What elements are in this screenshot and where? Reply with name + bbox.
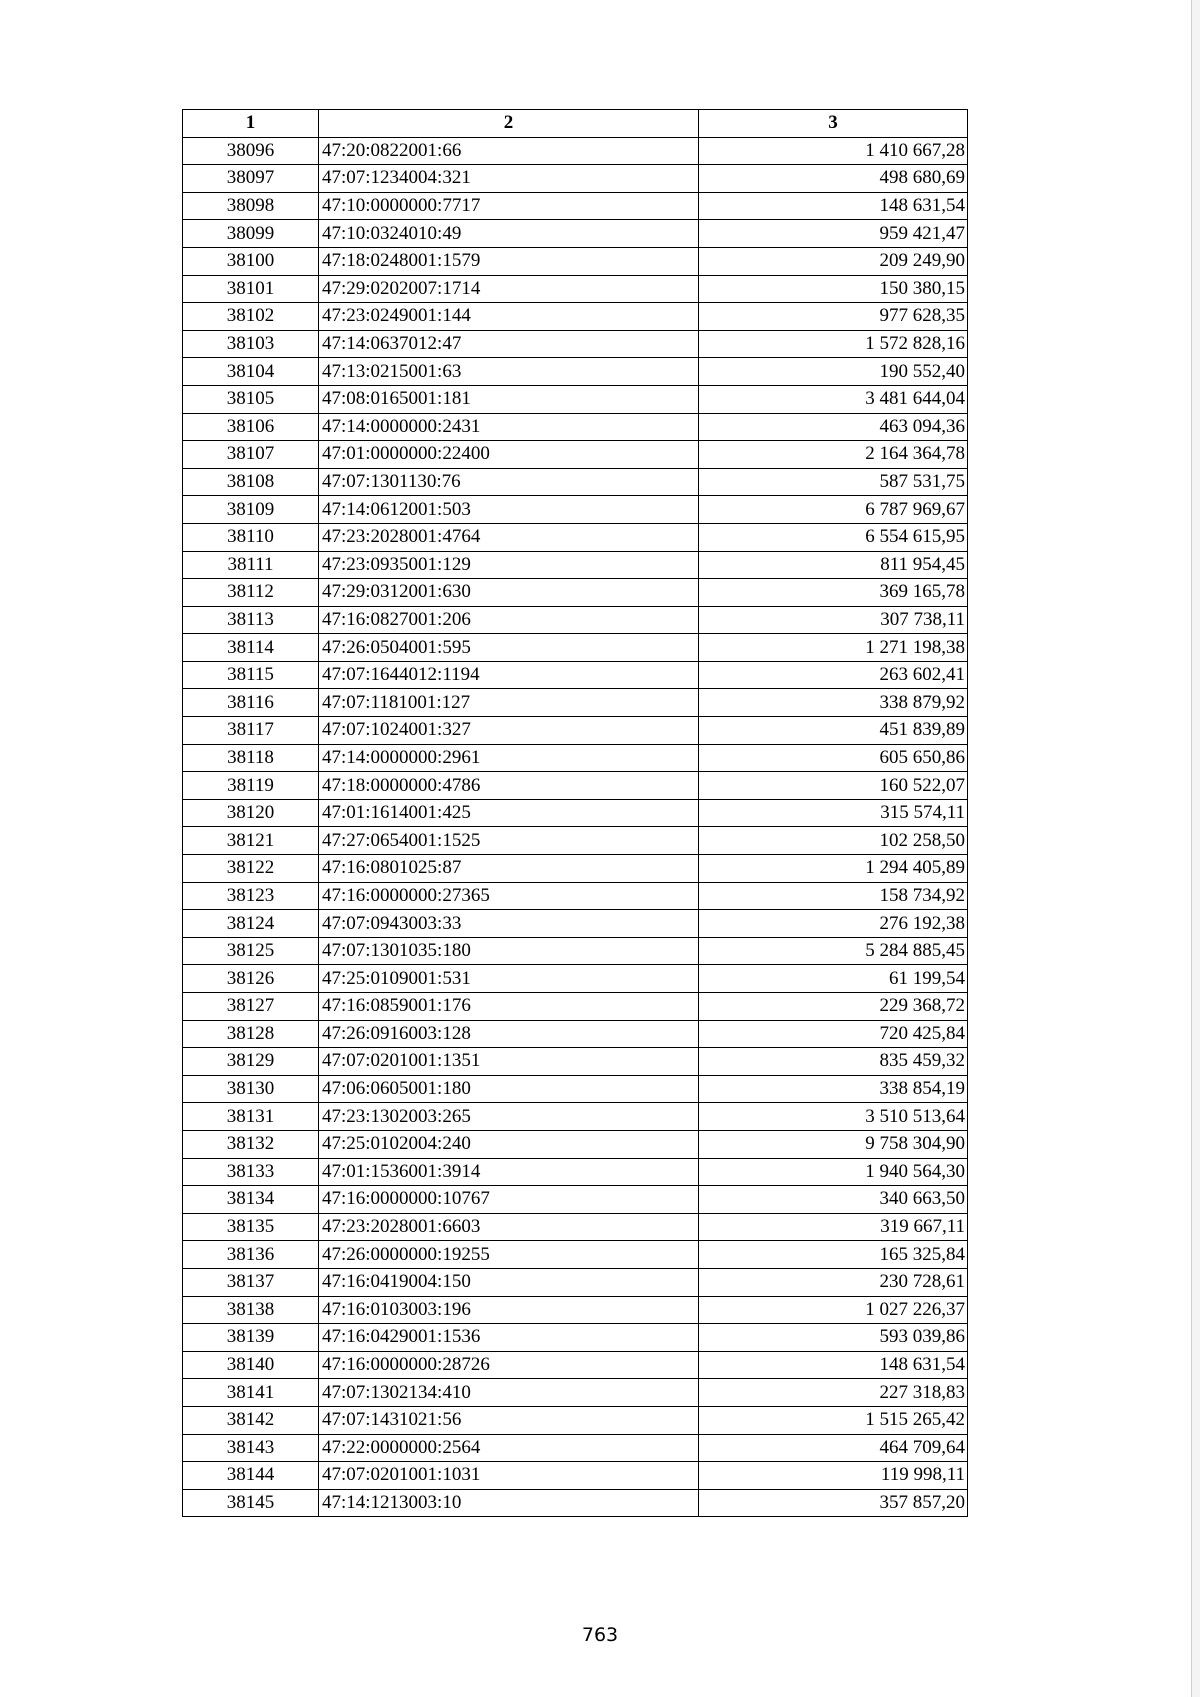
cadastral-number-cell: 47:16:0000000:28726 [319,1351,699,1379]
table-row [183,993,968,1021]
row-number-cell: 38144 [183,1462,319,1490]
row-number-cell: 38109 [183,496,319,524]
table-row [183,717,968,745]
row-number-cell: 38114 [183,634,319,662]
table-row [183,1213,968,1241]
value-cell: 593 039,86 [699,1324,968,1352]
table-row [183,165,968,193]
row-number-cell: 38142 [183,1406,319,1434]
value-cell: 835 459,32 [699,1048,968,1076]
row-number-cell: 38104 [183,358,319,386]
row-number-cell: 38138 [183,1296,319,1324]
value-cell: 150 380,15 [699,275,968,303]
value-cell: 319 667,11 [699,1213,968,1241]
row-number-cell: 38113 [183,606,319,634]
row-number-cell: 38116 [183,689,319,717]
row-number-cell: 38126 [183,965,319,993]
cadastral-number-cell: 47:01:0000000:22400 [319,441,699,469]
table-row [183,330,968,358]
value-cell: 190 552,40 [699,358,968,386]
page-edge [1191,0,1200,1697]
row-number-cell: 38129 [183,1048,319,1076]
value-cell: 148 631,54 [699,1351,968,1379]
row-number-cell: 38097 [183,165,319,193]
row-number-cell: 38136 [183,1241,319,1269]
cadastral-number-cell: 47:18:0248001:1579 [319,247,699,275]
cadastral-number-cell: 47:14:0612001:503 [319,496,699,524]
row-number-cell: 38106 [183,413,319,441]
table-row [183,413,968,441]
cadastral-number-cell: 47:23:2028001:4764 [319,523,699,551]
cadastral-number-cell: 47:25:0109001:531 [319,965,699,993]
value-cell: 9 758 304,90 [699,1130,968,1158]
value-cell: 2 164 364,78 [699,441,968,469]
value-cell: 148 631,54 [699,192,968,220]
table-row [183,220,968,248]
row-number-cell: 38141 [183,1379,319,1407]
cadastral-number-cell: 47:06:0605001:180 [319,1075,699,1103]
value-cell: 1 572 828,16 [699,330,968,358]
row-number-cell: 38096 [183,137,319,165]
row-number-cell: 38105 [183,385,319,413]
row-number-cell: 38128 [183,1020,319,1048]
value-cell: 587 531,75 [699,468,968,496]
cadastral-number-cell: 47:23:1302003:265 [319,1103,699,1131]
row-number-cell: 38139 [183,1324,319,1352]
value-cell: 315 574,11 [699,799,968,827]
table-row [183,468,968,496]
value-cell: 6 787 969,67 [699,496,968,524]
table-body [183,137,968,1517]
cadastral-number-cell: 47:16:0000000:27365 [319,882,699,910]
value-cell: 165 325,84 [699,1241,968,1269]
row-number-cell: 38125 [183,937,319,965]
table-row [183,1020,968,1048]
table-row [183,634,968,662]
value-cell: 369 165,78 [699,579,968,607]
cadastral-number-cell: 47:07:1301035:180 [319,937,699,965]
row-number-cell: 38143 [183,1434,319,1462]
cadastral-number-cell: 47:07:1301130:76 [319,468,699,496]
value-cell: 464 709,64 [699,1434,968,1462]
row-number-cell: 38140 [183,1351,319,1379]
table-row [183,882,968,910]
cadastral-number-cell: 47:14:0000000:2961 [319,744,699,772]
table-row [183,799,968,827]
value-cell: 338 879,92 [699,689,968,717]
table-row [183,358,968,386]
row-number-cell: 38098 [183,192,319,220]
cadastral-number-cell: 47:18:0000000:4786 [319,772,699,800]
value-cell: 338 854,19 [699,1075,968,1103]
value-cell: 229 368,72 [699,993,968,1021]
value-cell: 230 728,61 [699,1268,968,1296]
value-cell: 1 940 564,30 [699,1158,968,1186]
table-row [183,137,968,165]
table-row [183,937,968,965]
row-number-cell: 38121 [183,827,319,855]
page-number: 763 [581,1624,619,1646]
row-number-cell: 38111 [183,551,319,579]
cadastral-number-cell: 47:10:0000000:7717 [319,192,699,220]
table-row [183,1268,968,1296]
row-number-cell: 38119 [183,772,319,800]
table-row [183,965,968,993]
table-row [183,606,968,634]
row-number-cell: 38137 [183,1268,319,1296]
row-number-cell: 38124 [183,910,319,938]
table-row [183,523,968,551]
value-cell: 158 734,92 [699,882,968,910]
table-row [183,1186,968,1214]
table-row [183,689,968,717]
value-cell: 160 522,07 [699,772,968,800]
row-number-cell: 38135 [183,1213,319,1241]
value-cell: 451 839,89 [699,717,968,745]
row-number-cell: 38112 [183,579,319,607]
row-number-cell: 38108 [183,468,319,496]
value-cell: 498 680,69 [699,165,968,193]
cadastral-number-cell: 47:14:0000000:2431 [319,413,699,441]
cadastral-number-cell: 47:10:0324010:49 [319,220,699,248]
table-row [183,247,968,275]
table-row [183,579,968,607]
row-number-cell: 38101 [183,275,319,303]
value-cell: 209 249,90 [699,247,968,275]
value-cell: 119 998,11 [699,1462,968,1490]
cadastral-number-cell: 47:07:1644012:1194 [319,661,699,689]
value-cell: 102 258,50 [699,827,968,855]
cadastral-number-cell: 47:13:0215001:63 [319,358,699,386]
cadastral-number-cell: 47:07:0943003:33 [319,910,699,938]
table-row [183,275,968,303]
row-number-cell: 38145 [183,1489,319,1517]
cadastral-number-cell: 47:07:1302134:410 [319,1379,699,1407]
table-row [183,303,968,331]
value-cell: 1 515 265,42 [699,1406,968,1434]
table-row [183,1158,968,1186]
table-row [183,385,968,413]
table-row [183,910,968,938]
table-row [183,1296,968,1324]
table-row [183,827,968,855]
row-number-cell: 38103 [183,330,319,358]
column-header-3: 3 [699,110,968,138]
row-number-cell: 38110 [183,523,319,551]
table-row [183,661,968,689]
cadastral-number-cell: 47:16:0000000:10767 [319,1186,699,1214]
table-row [183,1103,968,1131]
value-cell: 357 857,20 [699,1489,968,1517]
cadastral-number-cell: 47:26:0916003:128 [319,1020,699,1048]
cadastral-number-cell: 47:07:1024001:327 [319,717,699,745]
value-cell: 276 192,38 [699,910,968,938]
row-number-cell: 38107 [183,441,319,469]
row-number-cell: 38131 [183,1103,319,1131]
table-row [183,1048,968,1076]
row-number-cell: 38133 [183,1158,319,1186]
value-cell: 340 663,50 [699,1186,968,1214]
column-header-1: 1 [183,110,319,138]
column-header-2: 2 [319,110,699,138]
value-cell: 720 425,84 [699,1020,968,1048]
value-cell: 61 199,54 [699,965,968,993]
cadastral-number-cell: 47:07:0201001:1351 [319,1048,699,1076]
value-cell: 463 094,36 [699,413,968,441]
cadastral-number-cell: 47:26:0000000:19255 [319,1241,699,1269]
cadastral-number-cell: 47:25:0102004:240 [319,1130,699,1158]
value-cell: 959 421,47 [699,220,968,248]
cadastral-number-cell: 47:16:0827001:206 [319,606,699,634]
table-row [183,1241,968,1269]
value-cell: 3 481 644,04 [699,385,968,413]
row-number-cell: 38123 [183,882,319,910]
table-row [183,1130,968,1158]
cadastral-number-cell: 47:07:1181001:127 [319,689,699,717]
cadastral-number-cell: 47:07:1234004:321 [319,165,699,193]
table-row [183,1462,968,1490]
cadastral-number-cell: 47:16:0801025:87 [319,855,699,883]
value-cell: 3 510 513,64 [699,1103,968,1131]
row-number-cell: 38130 [183,1075,319,1103]
table-row [183,496,968,524]
value-cell: 5 284 885,45 [699,937,968,965]
value-cell: 263 602,41 [699,661,968,689]
table-row [183,1379,968,1407]
data-table-container [182,109,967,1517]
value-cell: 1 027 226,37 [699,1296,968,1324]
cadastral-number-cell: 47:14:1213003:10 [319,1489,699,1517]
cadastral-number-cell: 47:22:0000000:2564 [319,1434,699,1462]
table-row [183,1434,968,1462]
value-cell: 977 628,35 [699,303,968,331]
value-cell: 227 318,83 [699,1379,968,1407]
cadastral-number-cell: 47:27:0654001:1525 [319,827,699,855]
table-row [183,772,968,800]
table-row [183,855,968,883]
cadastral-number-cell: 47:23:2028001:6603 [319,1213,699,1241]
value-cell: 1 294 405,89 [699,855,968,883]
cadastral-number-cell: 47:07:0201001:1031 [319,1462,699,1490]
table-row [183,1351,968,1379]
row-number-cell: 38127 [183,993,319,1021]
value-cell: 307 738,11 [699,606,968,634]
value-cell: 1 271 198,38 [699,634,968,662]
cadastral-number-cell: 47:29:0312001:630 [319,579,699,607]
row-number-cell: 38102 [183,303,319,331]
table-row [183,1324,968,1352]
table-row [183,551,968,579]
table-row [183,441,968,469]
value-cell: 1 410 667,28 [699,137,968,165]
cadastral-number-cell: 47:23:0935001:129 [319,551,699,579]
cadastral-number-cell: 47:26:0504001:595 [319,634,699,662]
table-row [183,1489,968,1517]
row-number-cell: 38117 [183,717,319,745]
row-number-cell: 38099 [183,220,319,248]
cadastral-number-cell: 47:16:0103003:196 [319,1296,699,1324]
row-number-cell: 38122 [183,855,319,883]
value-cell: 811 954,45 [699,551,968,579]
cadastral-number-cell: 47:20:0822001:66 [319,137,699,165]
cadastral-number-cell: 47:01:1614001:425 [319,799,699,827]
row-number-cell: 38134 [183,1186,319,1214]
row-number-cell: 38132 [183,1130,319,1158]
cadastral-number-cell: 47:08:0165001:181 [319,385,699,413]
row-number-cell: 38118 [183,744,319,772]
cadastral-number-cell: 47:01:1536001:3914 [319,1158,699,1186]
cadastral-number-cell: 47:16:0429001:1536 [319,1324,699,1352]
value-cell: 6 554 615,95 [699,523,968,551]
row-number-cell: 38100 [183,247,319,275]
cadastral-number-cell: 47:07:1431021:56 [319,1406,699,1434]
cadastral-number-cell: 47:16:0419004:150 [319,1268,699,1296]
table-row [183,1406,968,1434]
row-number-cell: 38115 [183,661,319,689]
value-cell: 605 650,86 [699,744,968,772]
cadastral-number-cell: 47:16:0859001:176 [319,993,699,1021]
table-header-row [183,110,968,138]
cadastral-number-cell: 47:29:0202007:1714 [319,275,699,303]
table-row [183,744,968,772]
row-number-cell: 38120 [183,799,319,827]
cadastral-number-cell: 47:23:0249001:144 [319,303,699,331]
table-row [183,1075,968,1103]
table-row [183,192,968,220]
cadastral-number-cell: 47:14:0637012:47 [319,330,699,358]
data-table [182,109,968,1517]
